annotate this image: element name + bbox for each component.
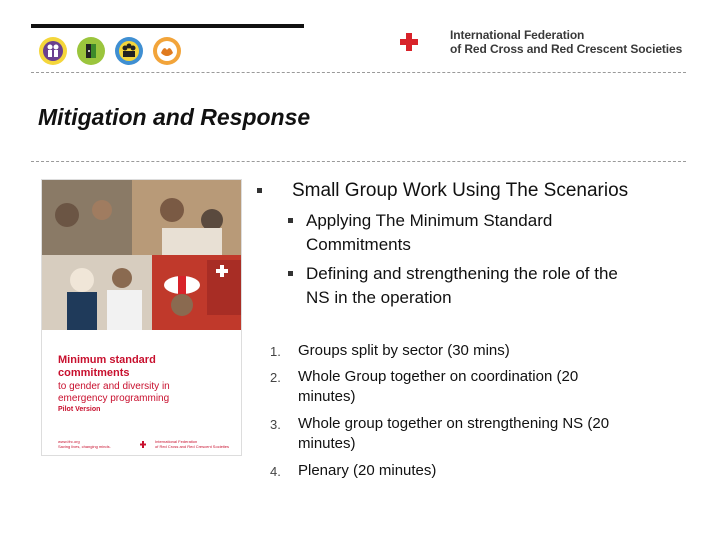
publication-cover: [42, 180, 241, 455]
bullet-square-icon: [257, 188, 262, 193]
logo-line-2: of Red Cross and Red Crescent Societies: [450, 42, 683, 56]
cover-footer-org-line-2: of Red Cross and Red Crescent Societies: [155, 444, 230, 449]
item-1-line-1: Groups split by sector (30 mins): [298, 342, 510, 359]
cover-title-line-1: Minimum standard: [58, 354, 156, 366]
title-divider: [31, 161, 686, 162]
cover-subtitle-line-2: emergency programming: [58, 393, 170, 404]
slide-title: Mitigation and Response: [38, 104, 311, 130]
sub-bullet-2-line-1: Defining and strengthening the role of the: [306, 264, 618, 283]
cover-subtitle: [58, 381, 170, 405]
item-3-line-2: minutes): [298, 435, 356, 452]
sub-bullet-2-text: [306, 262, 706, 310]
door-icon: [76, 36, 106, 66]
item-number: 1.: [270, 344, 281, 359]
logo-line-1: International Federation: [450, 28, 585, 42]
item-2-line-1: Whole Group together on coordination (20: [298, 368, 579, 385]
people-icon: [38, 36, 68, 66]
item-4-line-1: Plenary (20 minutes): [298, 462, 437, 479]
header-divider: [31, 72, 686, 73]
bullet-square-icon: [288, 218, 293, 223]
theme-icons: [38, 36, 182, 66]
cover-footer-org: [155, 439, 229, 449]
cover-emblem-icon: [140, 441, 152, 448]
item-number: 2.: [270, 370, 281, 385]
item-text: [298, 341, 678, 361]
cover-photo-collage: [42, 180, 241, 330]
item-text: [298, 367, 678, 407]
sub-bullet-2-line-2: NS in the operation: [306, 288, 452, 307]
cover-title: [58, 354, 156, 380]
item-2-line-2: minutes): [298, 388, 356, 405]
item-number: 4.: [270, 464, 281, 479]
cover-footer-slogan: Saving lives, changing minds.: [58, 444, 111, 449]
sub-bullet-1-line-1: Applying The Minimum Standard: [306, 211, 553, 230]
main-bullet-text: Small Group Work Using The Scenarios: [292, 180, 629, 201]
cover-footer-right: [140, 439, 229, 449]
cover-footer-url: www.ifrc.org: [58, 439, 80, 444]
top-rule: [31, 24, 304, 28]
cover-title-line-2: commitments: [58, 367, 130, 379]
item-text: [298, 414, 678, 454]
sub-bullet-1-text: [306, 209, 706, 257]
cover-footer-org-line-1: International Federation: [155, 439, 198, 444]
group-icon: [114, 36, 144, 66]
item-text: [298, 461, 678, 481]
hands-icon: [152, 36, 182, 66]
cover-footer-left: [58, 439, 111, 449]
item-number: 3.: [270, 417, 281, 432]
bullet-square-icon: [288, 271, 293, 276]
sub-bullet-1-line-2: Commitments: [306, 235, 411, 254]
cover-pilot-label: Pilot Version: [58, 406, 101, 413]
red-cross-crescent-emblem: [400, 29, 442, 55]
logo-text: [450, 28, 682, 56]
cover-subtitle-line-1: to gender and diversity in: [58, 381, 170, 392]
ifrc-logo: [400, 28, 682, 56]
item-3-line-1: Whole group together on strengthening NS (20: [298, 415, 610, 432]
